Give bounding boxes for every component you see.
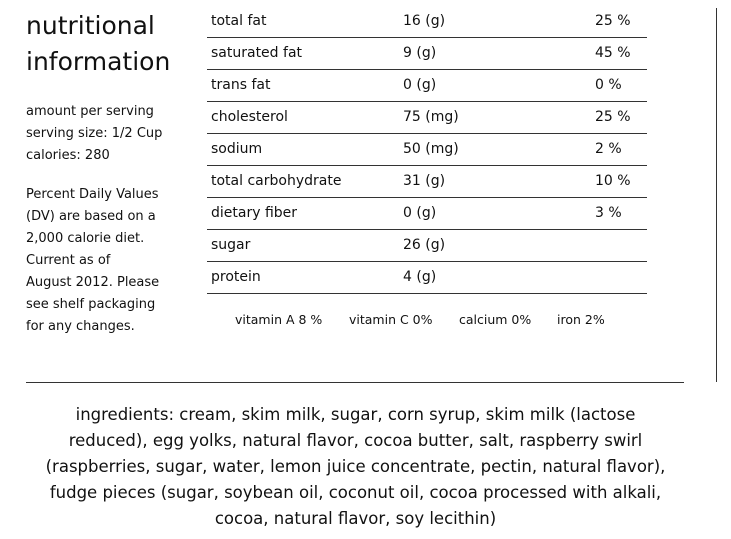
table-row bbox=[207, 134, 647, 166]
serving-size: serving size: 1/2 Cup bbox=[26, 126, 163, 141]
table-row bbox=[207, 70, 647, 102]
vitamin-a: vitamin A 8 % bbox=[235, 312, 323, 327]
ingredients-line: cocoa, natural flavor, soy lecithin) bbox=[214, 509, 497, 528]
nutrient-daily-value: 2 % bbox=[595, 141, 622, 157]
amount-per-serving-label: amount per serving bbox=[26, 104, 154, 119]
nutrient-amount: 31 (g) bbox=[403, 173, 446, 189]
ingredients-line: ingredients: cream, skim milk, sugar, corn syrup, skim milk (lactose bbox=[75, 405, 636, 424]
table-row bbox=[207, 198, 647, 230]
page-title bbox=[26, 8, 170, 80]
iron: iron 2% bbox=[557, 312, 605, 327]
horizontal-divider bbox=[26, 382, 684, 383]
table-row bbox=[207, 102, 647, 134]
table-row bbox=[207, 6, 647, 38]
nutrition-table bbox=[207, 6, 647, 294]
nutrient-daily-value: 0 % bbox=[595, 77, 622, 93]
title-line: nutritional bbox=[26, 11, 155, 40]
nutrient-daily-value: 25 % bbox=[595, 109, 631, 125]
table-row bbox=[207, 166, 647, 198]
note-line: Current as of bbox=[26, 253, 111, 268]
ingredients-text bbox=[20, 402, 691, 532]
nutrient-daily-value: 25 % bbox=[595, 13, 631, 29]
nutrient-name: protein bbox=[211, 269, 261, 285]
ingredients-line: fudge pieces (sugar, soybean oil, coconut oil, cocoa processed with alkali, bbox=[49, 483, 662, 502]
nutrient-name: sodium bbox=[211, 141, 263, 157]
ingredients-line: reduced), egg yolks, natural flavor, cocoa butter, salt, raspberry swirl bbox=[68, 431, 643, 450]
note-line: Percent Daily Values bbox=[26, 187, 159, 202]
nutrient-daily-value: 10 % bbox=[595, 173, 631, 189]
vitamin-c: vitamin C 0% bbox=[349, 312, 433, 327]
nutrient-amount: 26 (g) bbox=[403, 237, 446, 253]
nutrient-name: trans fat bbox=[211, 77, 271, 93]
nutrient-amount: 50 (mg) bbox=[403, 141, 459, 157]
nutrient-amount: 4 (g) bbox=[403, 269, 437, 285]
table-row bbox=[207, 230, 647, 262]
note-line: see shelf packaging bbox=[26, 297, 156, 312]
note-line: 2,000 calorie diet. bbox=[26, 231, 145, 246]
note-line: August 2012. Please bbox=[26, 275, 160, 290]
vertical-divider bbox=[716, 8, 717, 382]
nutrient-name: total fat bbox=[211, 13, 267, 29]
nutrient-name: sugar bbox=[211, 237, 251, 253]
nutrient-name: saturated fat bbox=[211, 45, 303, 61]
nutrient-daily-value: 3 % bbox=[595, 205, 622, 221]
serving-info bbox=[26, 101, 162, 167]
calcium: calcium 0% bbox=[459, 312, 532, 327]
daily-values-note bbox=[26, 184, 159, 338]
nutrient-amount: 0 (g) bbox=[403, 77, 437, 93]
nutrient-amount: 16 (g) bbox=[403, 13, 446, 29]
nutrient-name: total carbohydrate bbox=[211, 173, 342, 189]
note-line: (DV) are based on a bbox=[26, 209, 156, 224]
nutrient-daily-value: 45 % bbox=[595, 45, 631, 61]
nutrient-name: cholesterol bbox=[211, 109, 288, 125]
nutrient-amount: 0 (g) bbox=[403, 205, 437, 221]
nutrient-name: dietary fiber bbox=[211, 205, 298, 221]
title-line: information bbox=[26, 47, 171, 76]
note-line: for any changes. bbox=[26, 319, 135, 334]
calories: calories: 280 bbox=[26, 148, 110, 163]
nutrient-amount: 75 (mg) bbox=[403, 109, 459, 125]
table-row bbox=[207, 262, 647, 294]
table-row bbox=[207, 38, 647, 70]
ingredients-line: (raspberries, sugar, water, lemon juice concentrate, pectin, natural flavor), bbox=[45, 457, 666, 476]
nutrient-amount: 9 (g) bbox=[403, 45, 437, 61]
